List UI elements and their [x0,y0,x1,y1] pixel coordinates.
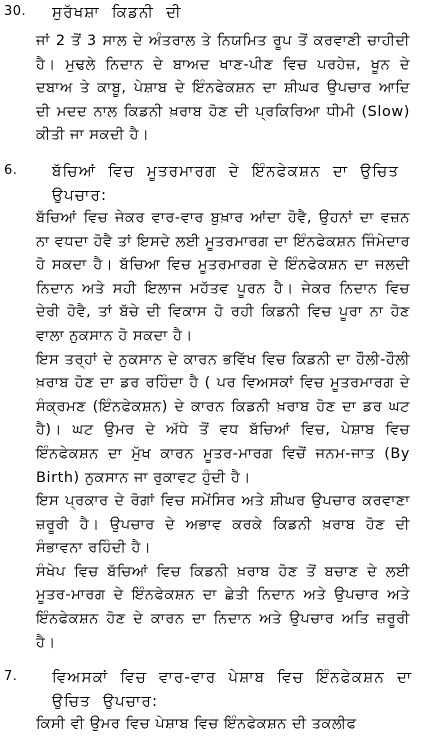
paragraph: ਜਾਂ 2 ਤੋਂ 3 ਸਾਲ ਦੇ ਅੰਤਰਾਲ ਤੇ ਨਿਯਮਿਤ ਰੂਪ ਤੋਂ ਕਰਵਾਣੀ ਚਾਹੀਦੀ ਹੈ। ਮੁਢਲੇ ਨਿਦਾਨ ਦੇ ਬਾਅਦ ਖਾਣ-ਪੀਣ ਵਿਚ ਪਰਹੇਜ਼, ਖੂਨ ਦੇ ਦਬਾਅ ਤੇ ਕਾਬੂ, ਪੇਸ਼ਾਬ ਦੇ ਇੰਨਫੇਕਸ਼ਨ ਦਾ ਸ਼ੀਘਰ ਉਪਚਾਰ ਆਦਿ ਦੀ ਮਦਦ ਨਾਲ ਕਿਡਨੀ ਖ਼ਰਾਬ ਹੋਣ ਦੀ ਪ੍ਰਕਿਰਿਆ ਧੀਮੀ (Slow) ਕੀਤੀ ਜਾ ਸਕਦੀ ਹੈ। [36,33,410,144]
section-heading: ਸੁਰੱਖਸ਼ਾ ਕਿਡਨੀ ਦੀ [52,3,182,21]
paragraph: ਬੱਚਿਆਂ ਵਿਚ ਜੇਕਰ ਵਾਰ-ਵਾਰ ਬੁਖ਼ਾਰ ਆਂਦਾ ਹੋਵੈ, ਉਹਨਾਂ ਦਾ ਵਜ਼ਨ ਨਾ ਵਧਦਾ ਹੋਵੈ ਤਾਂ ਇਸਦੇ ਲਈ ਮੂਤਰਮਾਰਗ ਦਾ ਇੰਨਫੇਕਸ਼ਨ ਜਿੰਮੇਦਾਰ ਹੋ ਸਕਦਾ ਹੈ। ਬੱਚਿਆ ਵਿਚ ਮੂਤਰਮਾਰਗ ਦੇ ਇੰਨਫੇਕਸ਼ਨ ਦਾ ਜਲਦੀ ਨਿਦਾਨ ਅਤੇ ਸਹੀ ਇਲਾਜ ਮਹੱਤਵ ਪੂਰਨ ਹੈ। ਜੇਕਰ ਨਿਦਾਨ ਵਿਚ ਦੇਰੀ ਹੋਵੈ, ਤਾਂ ਬੱਚੇ ਦੀ ਵਿਕਾਸ ਹੋ ਰਹੀ ਕਿਡਨੀ ਵਿਚ ਪੂਰਾ ਨਾ ਹੋਣ ਵਾਲਾ ਨੁਕਸਾਨ ਹੋ ਸਕਦਾ ਹੈ। [36,209,410,344]
paragraph: ਕਿਸੀ ਵੀ ਉਮਰ ਵਿਚ ਪੇਸ਼ਾਬ ਵਿਚ ਇੰਨਫੇਕਸ਼ਨ ਦੀ ਤਕਲੀਫ [36,716,357,733]
section-6 [0,159,430,655]
section-7 [0,665,430,737]
section-heading: ਵਿਅਸਕਾਂ ਵਿਚ ਵਾਰ-ਵਾਰ ਪੇਸ਼ਾਬ ਵਿਚ ਇੰਨਫੇਕਸ਼ਨ ਦਾ ਉਚਿਤ ਉਪਚਾਰ: [52,668,413,711]
section-heading: ਬੱਚਿਆਂ ਵਿਚ ਮੂਤਰਮਾਰਗ ਦੇ ਇੰਨਫੇਕਸ਼ਨ ਦਾ ਉਚਿਤ ਉਪਚਾਰ: [52,161,400,204]
paragraph: ਇਸ ਤਰ੍ਹਾਂ ਦੇ ਨੁਕਸਾਨ ਦੇ ਕਾਰਨ ਭਵਿੱਖ ਵਿਚ ਕਿਡਨੀ ਦਾ ਹੌਲੀ-ਹੌਲੀ ਖ਼ਰਾਬ ਹੋਣ ਦਾ ਡਰ ਰਹਿੰਦਾ ਹੈ ( ਪਰ ਵਿਅਸਕਾਂ ਵਿਚ ਮੂਤਰਮਾਰਗ ਦੇ ਸੰਕ੍ਰਮਣ (ਇੰਨਫੇਕਸ਼ਨ) ਦੇ ਕਾਰਨ ਕਿਡਨੀ ਖ਼ਰਾਬ ਹੋਣ ਦਾ ਡਰ ਘਟ ਹੈ)। ਘਟ ਉਮਰ ਦੇ ਅੱਧੇ ਤੋਂ ਵਧ ਬੱਚਿਆਂ ਵਿਚ, ਪੇਸ਼ਾਬ ਵਿਚ ਇੰਨਫੇਕਸ਼ਨ ਦਾ ਮੁੱਖ ਕਾਰਨ ਮੂਤਰ-ਮਾਰਗ ਵਿਚੋਂ ਜਨਮ-ਜਾਤ (By Birth) ਨੁਕਸਾਨ ਜਾ ਰੁਕਾਵਟ ਹੁੰਦੀ ਹੈ। [36,351,410,486]
section-number: 6. [4,162,18,178]
section-number: 7. [4,669,18,685]
paragraph: ਇਸ ਪ੍ਰਕਾਰ ਦੇ ਰੋਗਾਂ ਵਿਚ ਸਮੇਂਸਿਰ ਅਤੇ ਸ਼ੀਘਰ ਉਪਚਾਰ ਕਰਵਾਣਾ ਜ਼ਰੂਰੀ ਹੈ। ਉਪਚਾਰ ਦੇ ਅਭਾਵ ਕਰਕੇ ਕਿਡਨੀ ਖ਼ਰਾਬ ਹੋਣ ਦੀ ਸੰਭਾਵਨਾ ਰਹਿੰਦੀ ਹੈ। [36,493,410,557]
paragraph: ਸੰਖੇਪ ਵਿਚ ਬੱਚਿਆਂ ਵਿਚ ਕਿਡਨੀ ਖ਼ਰਾਬ ਹੋਣ ਤੋਂ ਬਚਾਣ ਦੇ ਲਈ ਮੂਤਰ-ਮਾਰਗ ਦੇ ਇੰਨਫੇਕਸ਼ਨ ਦਾ ਛੇਤੀ ਨਿਦਾਨ ਅਤੇ ਉਪਚਾਰ ਅਤੇ ਇੰਨਫੇਕਸ਼ਨ ਹੋਣ ਦੇ ਕਾਰਨ ਦਾ ਨਿਦਾਨ ਅਤੇ ਉਪਚਾਰ ਅਤਿ ਜ਼ਰੂਰੀ ਹੈ। [36,563,410,651]
section-30 [0,0,430,148]
section-number: 30. [4,4,27,19]
